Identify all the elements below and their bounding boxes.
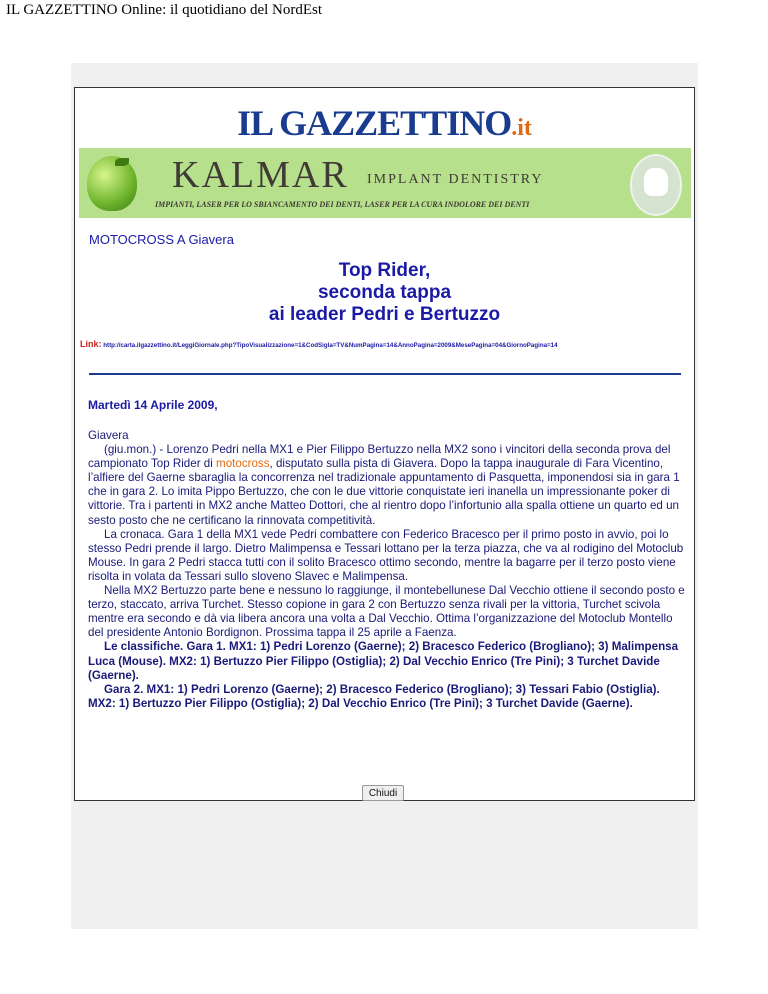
link-label: Link: — [80, 339, 102, 349]
article-headline — [75, 260, 694, 326]
banner-tagline: IMPIANTI, LASER PER LO SBIANCAMENTO DEI DENTI, LASER PER LA CURA INDOLORE DEI DENTI — [155, 200, 530, 209]
logo-suffix: .it — [511, 115, 532, 141]
article-paragraph: (giu.mon.) - Lorenzo Pedri nella MX1 e Pier Filippo Bertuzzo nella MX2 sono i vincitori della seconda prova del campionato Top Rider di motocross, disputato sulla pista di Giavera. Dopo la tappa inaugurale di Fara Vicentino, l’alfiere del Gaerne sbaraglia la concorrenza nel tradizionale appuntamento di Pasquetta, imponendosi sia in gara 1 che in gara 2. Lo imita Pippo Bertuzzo, che con le due vittorie conquistate ieri inanella un impressionante poker di vittorie. Tra i partenti in MX2 anche Matteo Dottori, che al rientro dopo l’infortunio alla spalla ottiene un quarto ed un sesto posto che ne certificano la rinnovata competitività. — [88, 443, 680, 527]
results-paragraph: Gara 2. MX1: 1) Pedri Lorenzo (Gaerne); 2) Bracesco Federico (Brogliano); 3) Tessari Fabio (Ostiglia). MX2: 1) Bertuzzo Pier Filippo (Ostiglia); 2) Dal Vecchio Enrico (Tre Pini); 3 Turchet Davide (Gaerne). — [88, 682, 660, 710]
logo-name: IL GAZZETTINO — [237, 103, 512, 143]
source-link-row — [80, 339, 558, 349]
close-button[interactable]: Chiudi — [362, 785, 404, 801]
kalmar-banner[interactable] — [79, 148, 691, 218]
tooth-icon — [630, 154, 682, 216]
page-header: IL GAZZETTINO Online: il quotidiano del NordEst — [6, 2, 323, 18]
article-paragraph: Nella MX2 Bertuzzo parte bene e nessuno lo raggiunge, il montebellunese Dal Vecchio ottiene il secondo posto e terzo, staccato, arriva Turchet. Stesso copione in gara 2 con Bertuzzo senza rivali per la vittoria, Turchet scivola mentre era secondo e dà via libera ancora una volta a Dal Vecchio. Ottima l’organizzazione del Motoclub Montello del presidente Antonio Bordignon. Prossima tappa il 25 aprile a Faenza. — [88, 584, 685, 640]
source-link[interactable]: http://carta.ilgazzettino.it/LeggiGiornale.php?TipoVisualizzazione=1&CodSigla=TV&NumPagina=14&AnnoPagina=2009&MesePagina=04&GiornoPagina=14 — [103, 342, 558, 349]
article-body — [88, 429, 688, 711]
divider — [89, 373, 681, 375]
article-date: Martedì 14 Aprile 2009, — [88, 398, 218, 412]
banner-subtitle: IMPLANT DENTISTRY — [367, 172, 544, 187]
section-label: MOTOCROSS A Giavera — [89, 232, 234, 247]
apple-icon — [87, 156, 137, 211]
article-paragraph: La cronaca. Gara 1 della MX1 vede Pedri combattere con Federico Bracesco per il primo posto in avvio, poi lo stesso Pedri prende il largo. Dietro Malimpensa e Tessari lottano per la terza piazza, che va al rodigino del Motoclub Mouse. In gara 2 Pedri stacca tutti con il solito Bracesco ottimo secondo, mentre la bagarre per il terzo posto viene risolta in volata da Tessari sullo sloveno Slavec e Malimpensa. — [88, 527, 684, 583]
headline-line: Top Rider, — [338, 260, 431, 281]
results-paragraph: Le classifiche. Gara 1. MX1: 1) Pedri Lorenzo (Gaerne); 2) Bracesco Federico (Brogliano); 3) Malimpensa Luca (Mouse). MX2: 1) Bertuzzo Pier Filippo (Ostiglia); 2) Dal Vecchio Enrico (Tre Pini); 3 Turchet Davide (Gaerne). — [88, 640, 679, 682]
article-place: Giavera — [88, 429, 129, 442]
headline-line: seconda tappa — [317, 282, 452, 303]
gazzettino-logo[interactable] — [75, 102, 694, 144]
banner-title: KALMAR — [172, 154, 349, 196]
article-box — [74, 87, 695, 801]
motocross-link[interactable]: motocross — [216, 457, 270, 471]
headline-line: ai leader Pedri e Bertuzzo — [268, 304, 501, 325]
